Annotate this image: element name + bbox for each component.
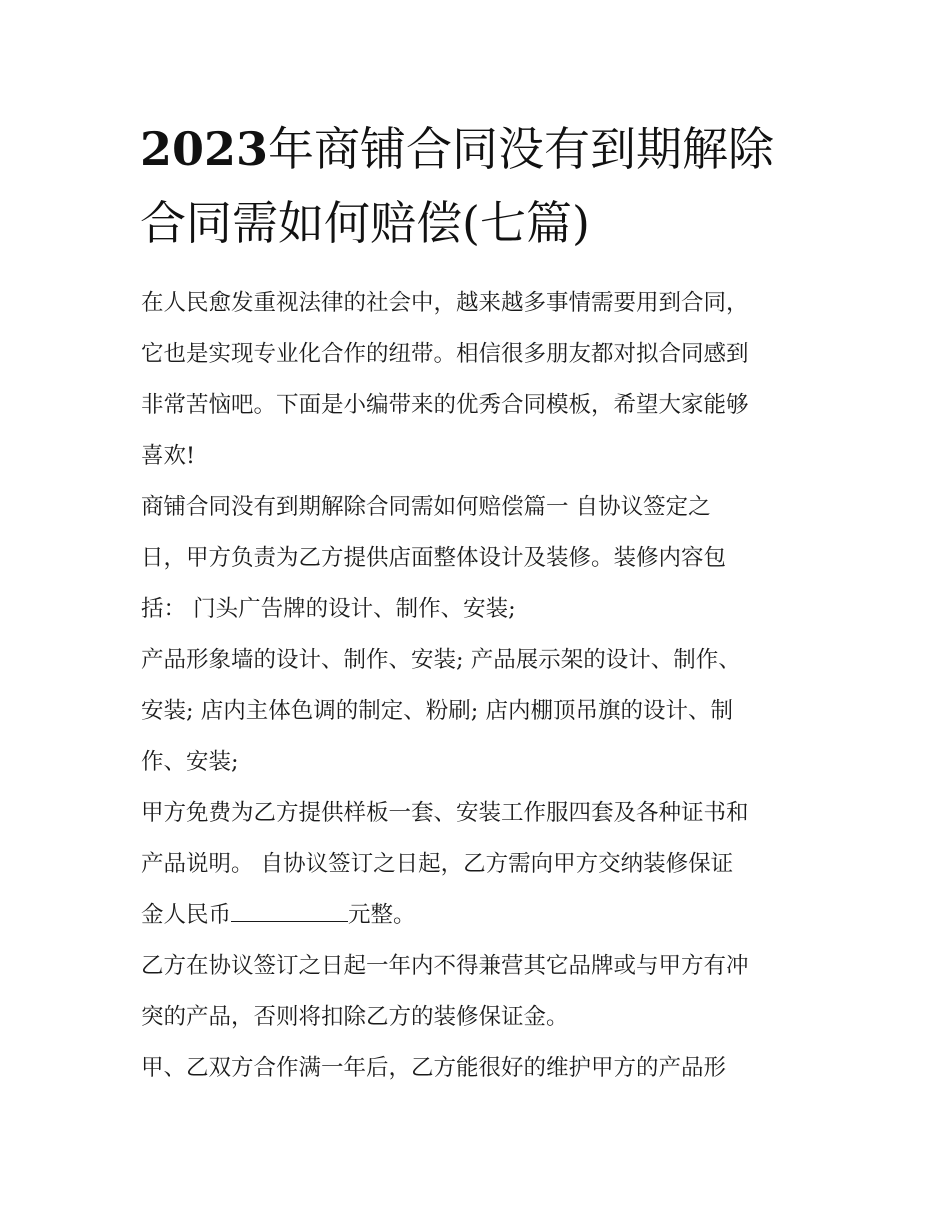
body-line: 日，甲方负责为乙方提供店面整体设计及装修。装修内容包 bbox=[141, 545, 727, 571]
deposit-prefix: 金人民币 bbox=[141, 902, 232, 928]
body-line: 非常苦恼吧。下面是小编带来的优秀合同模板，希望大家能够 bbox=[141, 392, 749, 418]
document-body bbox=[141, 278, 821, 1094]
body-line: 产品形象墙的设计、制作、安装; 产品展示架的设计、制作、 bbox=[141, 647, 741, 673]
body-line: 乙方在协议签订之日起一年内不得兼营其它品牌或与甲方有冲 bbox=[141, 953, 749, 979]
body-line: 安装; 店内主体色调的制定、粉刷; 店内棚顶吊旗的设计、制 bbox=[141, 698, 733, 724]
title-line-2: 合同需如何赔偿(七篇) bbox=[140, 196, 590, 250]
body-line: 商铺合同没有到期解除合同需如何赔偿篇一 自协议签定之 bbox=[141, 494, 711, 520]
body-line: 产品说明。 自协议签订之日起，乙方需向甲方交纳装修保证 bbox=[141, 851, 734, 877]
body-line: 甲、乙双方合作满一年后，乙方能很好的维护甲方的产品形 bbox=[141, 1055, 727, 1081]
document-title bbox=[140, 112, 820, 260]
body-line: 喜欢! bbox=[141, 443, 196, 469]
body-line: 括： 门头广告牌的设计、制作、安装; bbox=[141, 596, 516, 622]
body-line: 甲方免费为乙方提供样板一套、安装工作服四套及各种证书和 bbox=[141, 800, 749, 826]
body-line: 突的产品，否则将扣除乙方的装修保证金。 bbox=[141, 1004, 569, 1030]
title-line-1 bbox=[140, 112, 820, 186]
body-line: 作、安装; bbox=[141, 749, 239, 775]
body-line-deposit bbox=[141, 890, 821, 941]
deposit-suffix: 元整。 bbox=[348, 902, 416, 928]
body-line: 在人民愈发重视法律的社会中，越来越多事情需要用到合同， bbox=[141, 290, 749, 316]
title-year: 2023 bbox=[140, 122, 269, 176]
blank-amount-field bbox=[231, 901, 348, 922]
body-line: 它也是实现专业化合作的纽带。相信很多朋友都对拟合同感到 bbox=[141, 341, 749, 367]
title-text-1: 年商铺合同没有到期解除 bbox=[268, 122, 775, 176]
